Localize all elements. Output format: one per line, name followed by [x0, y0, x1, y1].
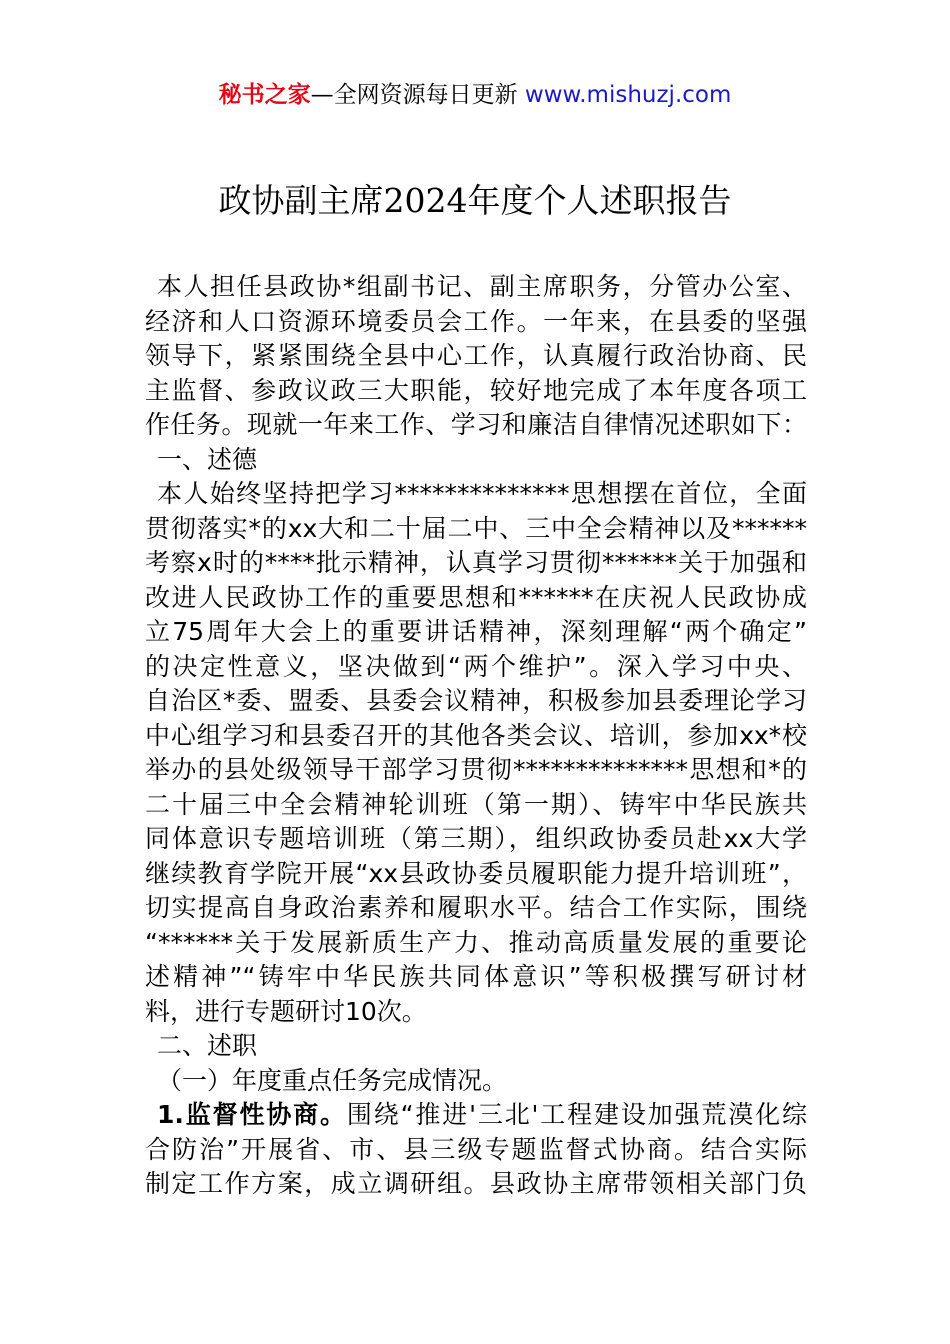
site-header	[0, 78, 950, 112]
site-url-link[interactable]: www.mishuzj.com	[524, 82, 732, 108]
paragraph-line: 举办的县处级领导干部学习贯彻**************思想和*的	[145, 755, 807, 784]
paragraph-line: 自治区*委、盟委、县委会议精神，积极参加县委理论学习	[145, 686, 807, 715]
paragraph-line: 作任务。现就一年来工作、学习和廉洁自律情况述职如下：	[145, 410, 807, 439]
paragraph-line: 经济和人口资源环境委员会工作。一年来，在县委的坚强	[145, 306, 807, 336]
paragraph-line: 切实提高自身政治素养和履职水平。结合工作实际，围绕	[145, 893, 807, 922]
section-heading: 一、述德	[157, 444, 258, 474]
bold-lead-text: 1.监督性协商。	[157, 1100, 347, 1129]
document-body	[145, 270, 807, 1202]
paragraph-line: 主监督、参政议政三大职能，较好地完成了本年度各项工	[145, 375, 807, 405]
site-tagline: —全网资源每日更新	[310, 82, 518, 108]
paragraph-line: 贯彻落实*的xx大和二十届二中、三中全会精神以及******	[145, 513, 807, 543]
paragraph-line: 料，进行专题研讨10次。	[145, 996, 427, 1026]
paragraph-line: “******关于发展新质生产力、推动高质量发展的重要论	[145, 927, 807, 957]
paragraph-line: 的决定性意义，坚决做到“两个维护”。深入学习中央、	[145, 651, 807, 681]
paragraph-line: 制定工作方案，成立调研组。县政协主席带领相关部门负	[145, 1169, 807, 1198]
paragraph-line: 继续教育学院开展“xx县政协委员履职能力提升培训班”，	[145, 858, 807, 888]
site-brand: 秘书之家	[218, 82, 311, 108]
paragraph-line: 立75周年大会上的重要讲话精神，深刻理解“两个确定”	[145, 617, 807, 646]
paragraph-line: 本人始终坚持把学习**************思想摆在首位，全面	[157, 479, 807, 508]
section-heading: 二、述职	[157, 1031, 258, 1060]
paragraph-line: 中心组学习和县委召开的其他各类会议、培训，参加xx*校	[145, 720, 807, 750]
paragraph-line: 领导下，紧紧围绕全县中心工作，认真履行政治协商、民	[145, 341, 807, 370]
paragraph-line: 合防治”开展省、市、县三级专题监督式协商。结合实际	[145, 1134, 807, 1164]
subsection-heading: （一）年度重点任务完成情况。	[157, 1065, 508, 1095]
document-title: 政协副主席2024年度个人述职报告	[218, 181, 732, 220]
paragraph-line: 述精神”“铸牢中华民族共同体意识”等积极撰写研讨材	[145, 962, 807, 991]
paragraph-line: 同体意识专题培训班（第三期），组织政协委员赴xx大学	[145, 824, 807, 853]
paragraph-line: 考察x时的****批示精神，认真学习贯彻******关于加强和	[145, 548, 807, 577]
paragraph-line-rest: 围绕“推进'三北'工程建设加强荒漠化综	[346, 1100, 807, 1129]
paragraph-line: 二十届三中全会精神轮训班（第一期）、铸牢中华民族共	[145, 789, 807, 819]
paragraph-line: 改进人民政协工作的重要思想和******在庆祝人民政协成	[145, 582, 807, 612]
paragraph-line-with-lead	[145, 1098, 807, 1133]
paragraph-line: 本人担任县政协*组副书记、副主席职务，分管办公室、	[157, 272, 807, 301]
